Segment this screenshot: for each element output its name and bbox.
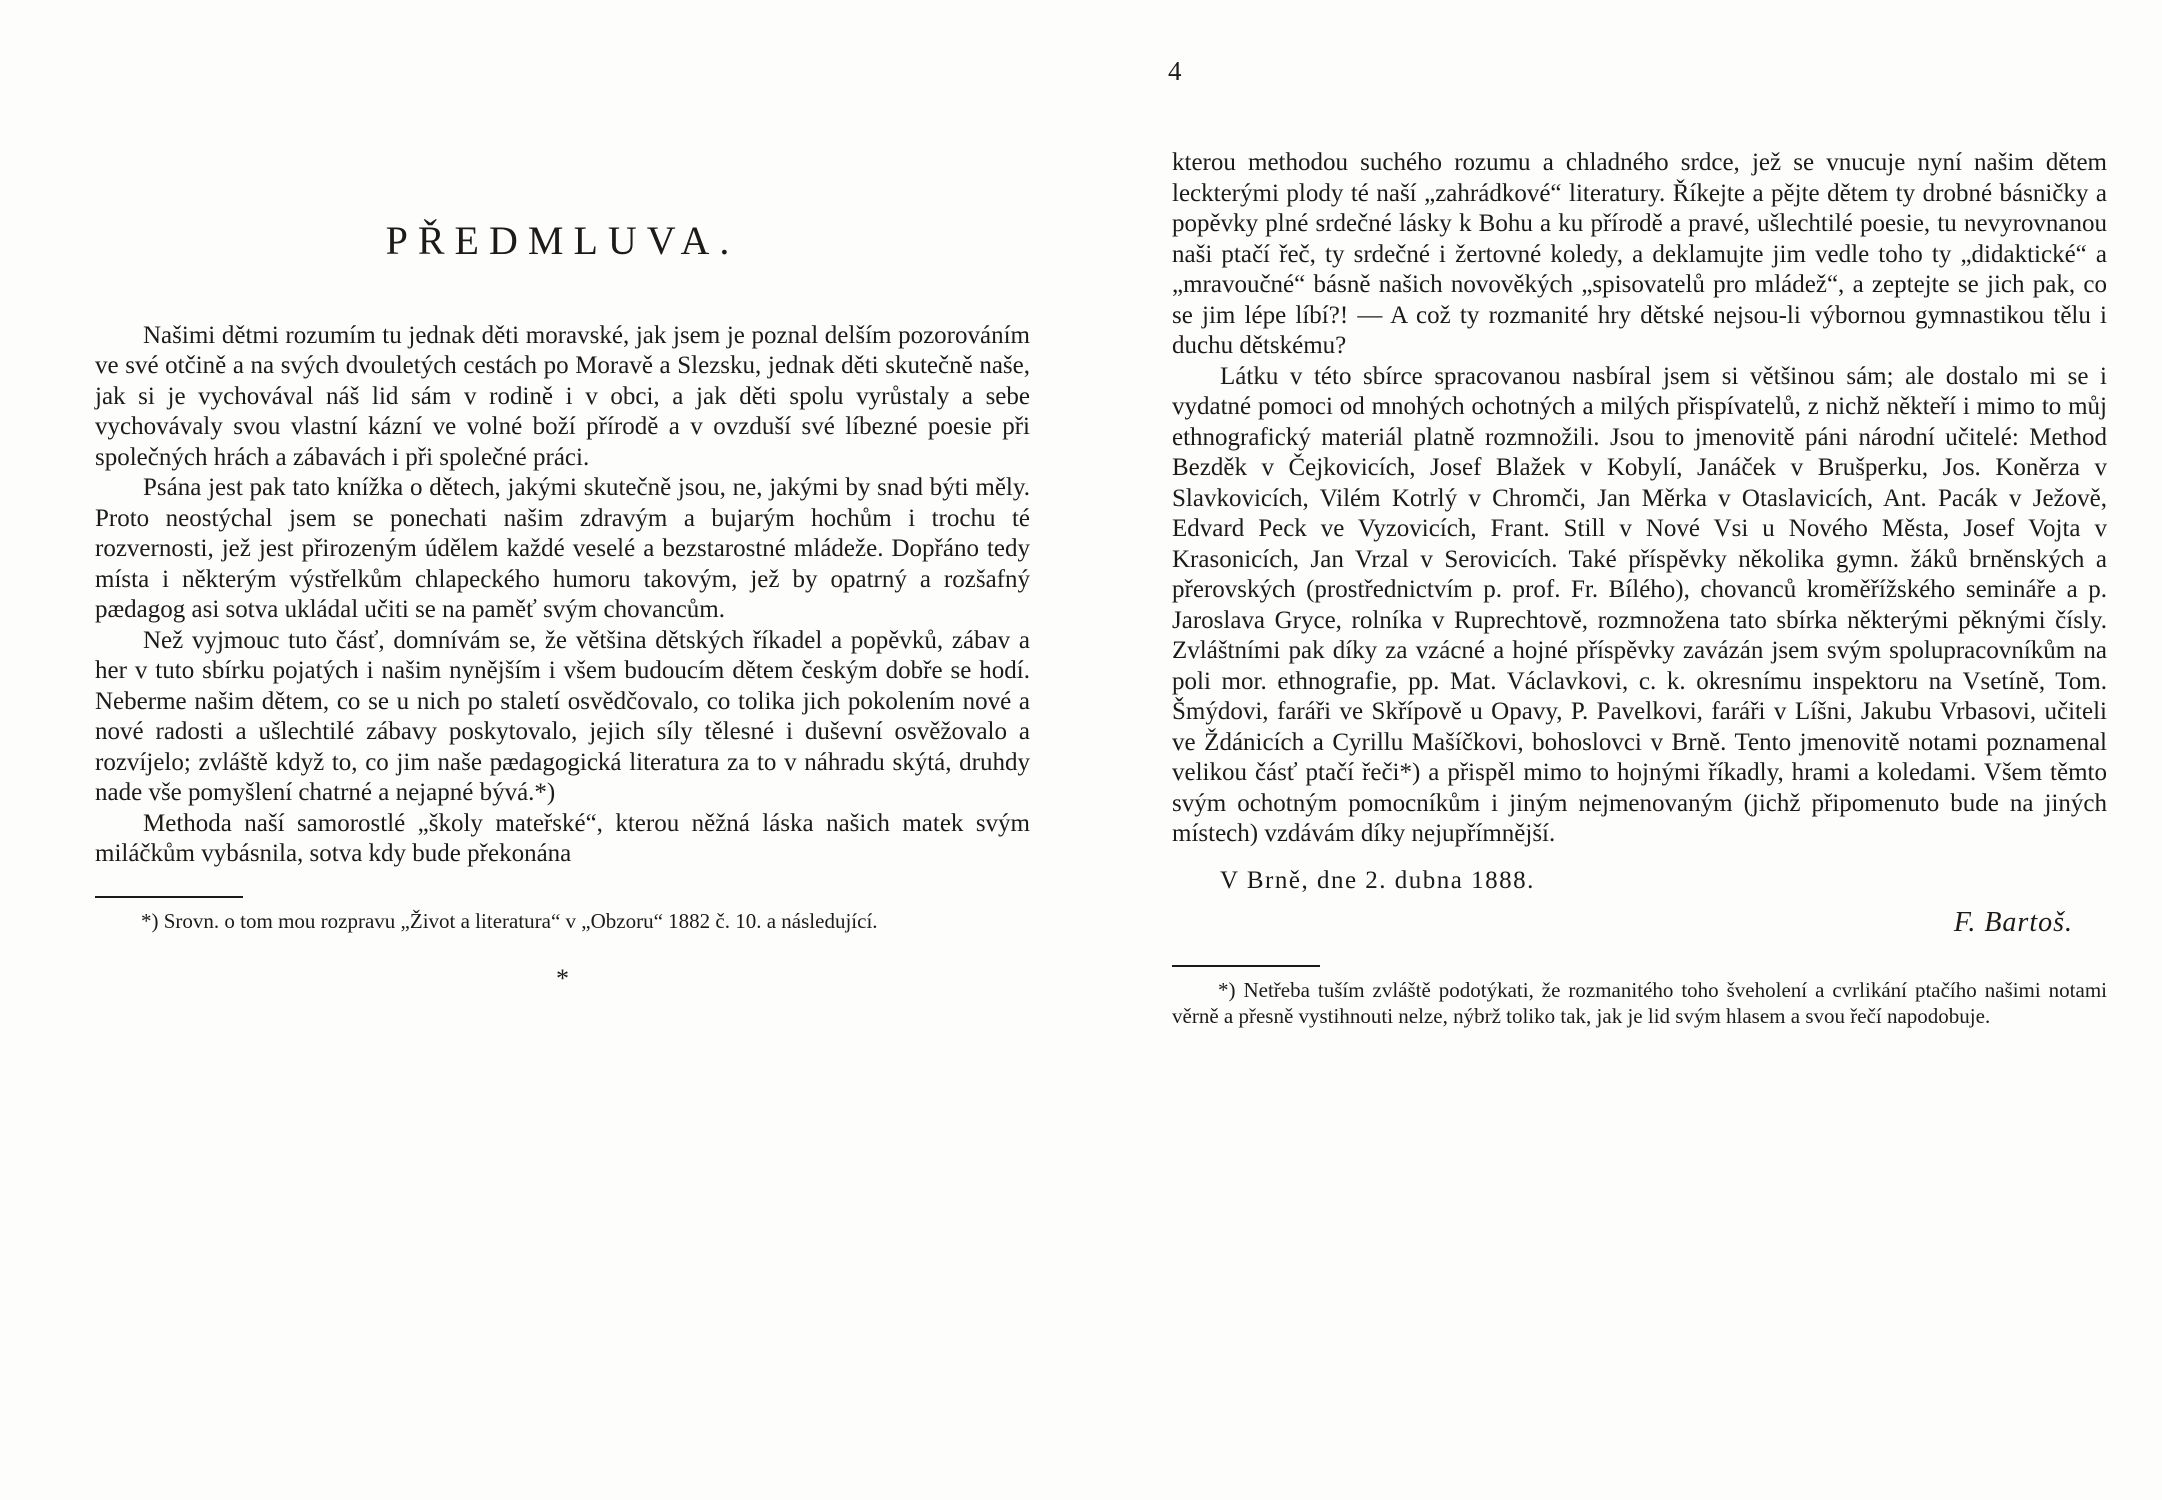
left-footnote: *) Srovn. o tom mou rozpravu „Život a literatura“ v „Obzoru“ 1882 č. 10. a následující. xyxy=(141,908,878,933)
left-paragraph-1: Našimi dětmi rozumím tu jednak děti moravské, jak jsem je poznal delším pozorováním ve své otčině a na svých dvouletých cestách po Moravě a Slezsku, jednak děti skutečně naše, jak si je vychovával náš lid sám v rodině i v obci, a jak děti spolu vyrůstaly a sebe vychovávaly svou vlastní kázní ve volné boží přírodě a v ovzduší své líbezné poesie při společných hrách a zábavách i při společné práci. xyxy=(95,321,1030,471)
page-number: 4 xyxy=(1168,56,1182,86)
footnote-rule xyxy=(95,896,243,898)
right-paragraph-1: kterou methodou suchého rozumu a chladného srdce, jež se vnucuje nyní našim dětem leckterými plody té naší „zahrádkové“ literatury. Říkejte a pějte dětem ty drobné básničky a popěvky plné srdečné lásky k Bohu a ku přírodě a pravé, ušlechtilé poesie, tu nevyrovnanou naši ptačí řeč, ty srdečné i žertovné koledy, a deklamujte jim vedle toho ty „didaktické“ a „mravoučné“ básně našich novověkých „spisovatelů pro mládež“, a zeptejte se jich pak, co se jim lépe líbí?! — A což ty rozmanité hry dětské nejsou-li výbornou gymnastikou tělu i duchu dětskému? xyxy=(1172,149,2107,359)
right-footnote: *) Netřeba tuším zvláště podotýkati, že rozmanitého toho šveholení a cvrlikání ptačího našimi notami věrně a přesně vystihnouti nelze, nýbrž toliko tak, jak je lid svým hlasem a svou řečí napodobuje. xyxy=(1172,977,2107,1028)
right-paragraph-2: Látku v této sbírce spracovanou nasbíral jsem si většinou sám; ale dostalo mi se i vydatné pomoci od mnohých ochotných a milých přispívatelů, z nichž někteří i mimo to můj ethnografický materiál platně rozmnožili. Jsou to jmenovitě páni národní učitelé: Method Bezděk v Čejkovicích, Josef Blažek v Kobylí, Janáček v Brušperku, Jos. Koněrza v Slavkovicích, Vilém Kotrlý v Chromči, Jan Měrka v Otaslavicích, Ant. Pacák v Ježově, Edvard Peck ve Vyzovicích, Frant. Still v Nové Vsi u Nového Města, Josef Vojta v Krasonicích, Jan Vrzal v Serovicích. Také příspěvky několika gymn. žáků brněnských a přerovských (prostřednictvím p. prof. Fr. Bílého), chovanců kroměřížského semináře a p. Jaroslava Gryce, rolníka v Ruprechtově, rozmnožena tato sbírka některými pěknými čísly. Zvláštními pak díky za vzácné a hojné příspěvky zavázán jsem svým spolupracovníkům na poli mor. ethnografie, pp. Mat. Václavkovi, c. k. okresnímu inspektoru na Vsetíně, Tom. Šmýdovi, faráři ve Skřípově u Opavy, P. Pavelkovi, faráři v Líšni, Jakubu Vrbasovi, učiteli ve Ždánicích a Cyrillu Mašíčkovi, bohoslovci v Brně. Tento jmenovitě notami poznamenal velikou čásť ptačí řeči*) a přispěl mimo to hojnými říkadly, hrami a koledami. Všem těmto svým ochotným pomocníkům i jiným nejmenovaným (jichž připomenuto bude na jiných místech) vzdávám díky nejupřímnější. xyxy=(1172,362,2107,847)
right-page-column xyxy=(1172,148,2107,1029)
left-paragraph-4: Methoda naší samorostlé „školy mateřské“, kterou něžná láska našich matek svým miláčkům vybásnila, sotva kdy bude překonána xyxy=(95,809,1030,867)
section-divider-asterisk: * xyxy=(556,963,569,993)
left-paragraph-3: Než vyjmouc tuto čásť, domnívám se, že většina dětských říkadel a popěvků, zábav a her v tuto sbírku pojatých i našim nynějším i všem budoucím dětem českým dobře se hodí. Neberme našim dětem, co se u nich po staletí osvědčovalo, co tolika jich pokolením nové a nové radosti a ušlechtilé zábavy poskytovalo, jejich síly tělesné i duševní osvěžovalo a rozvíjelo; zvláště když to, co jim naše pædagogická literatura za to v náhradu skýtá, druhdy nade vše pomyšlení chatrné a nejapné bývá.*) xyxy=(95,626,1030,806)
footnote-rule xyxy=(1172,965,1320,967)
left-paragraph-2: Psána jest pak tato knížka o dětech, jakými skutečně jsou, ne, jakými by snad býti měly. Proto neostýchal jsem se ponechati našim zdravým a bujarým hochům i trochu té rozvernosti, jež jest přirozeným údělem každé veselé a bezstarostné mládeže. Dopřáno tedy místa i některým výstřelkům chlapeckého humoru takovým, jež by opatrný a rozšafný pædagog asi sotva ukládal učiti se na paměť svým chovancům. xyxy=(95,474,1030,623)
author-signature: F. Bartoš. xyxy=(1953,907,2073,938)
dateline: V Brně, dne 2. dubna 1888. xyxy=(1220,866,1535,894)
left-page-column xyxy=(95,218,1030,994)
preface-title: PŘEDMLUVA. xyxy=(385,218,740,263)
